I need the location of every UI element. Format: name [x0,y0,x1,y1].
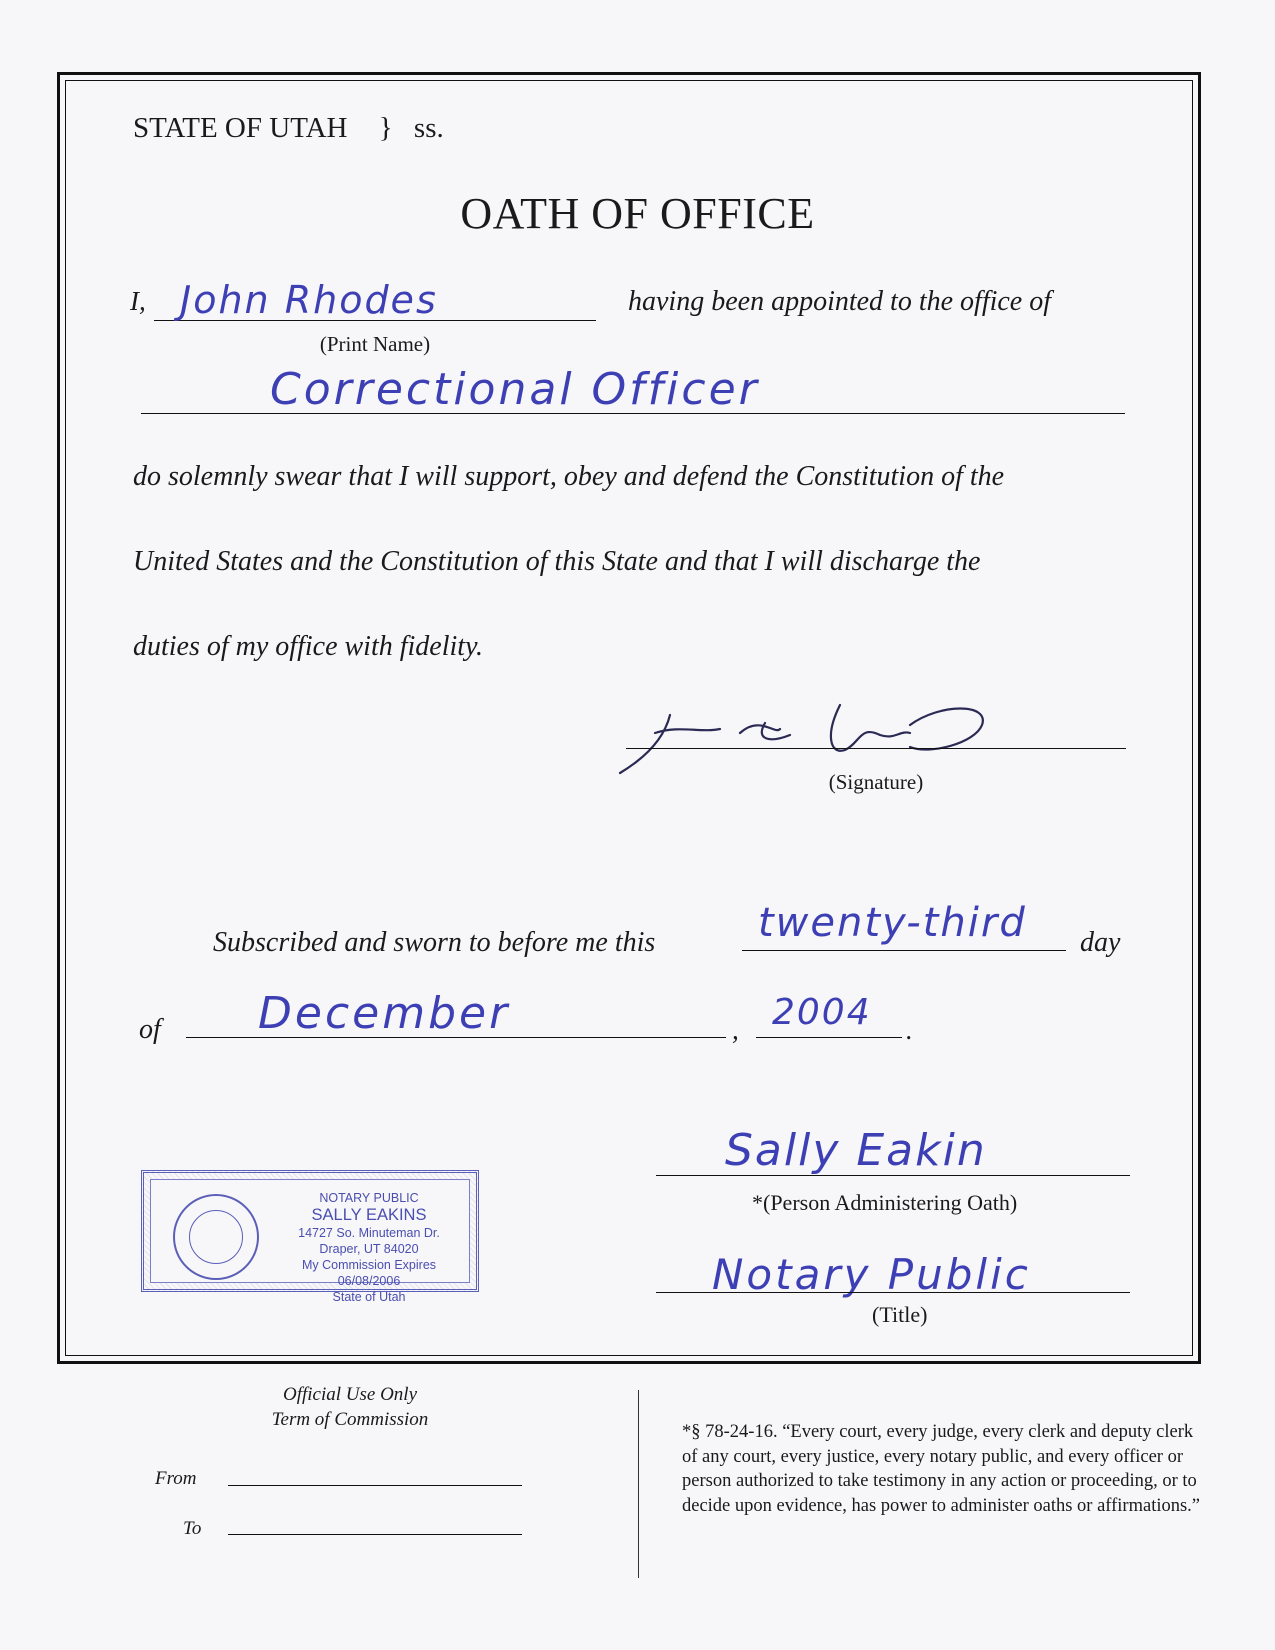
utah-seal-icon [173,1194,259,1280]
to-label: To [183,1518,202,1539]
signature-caption: (Signature) [828,770,924,794]
to-field [228,1534,522,1535]
notary-stamp [141,1170,479,1304]
from-field [228,1485,522,1486]
notary-signature-handwritten: Sally Eakin [725,1125,987,1176]
of-word: of [139,1014,161,1045]
signature-line [626,748,1126,749]
name-caption: (Print Name) [319,332,431,356]
oath-line-1: do solemnly swear that I will support, obey and defend the Constitution of the [133,461,1005,492]
name-handwritten: John Rhodes [180,278,438,322]
office-handwritten: Correctional Officer [270,364,760,415]
stamp-line-2: SALLY EAKINS [311,1206,427,1224]
day-handwritten: twenty-third [758,900,1027,946]
notary-title-handwritten: Notary Public [712,1250,1031,1299]
comma: , [732,1015,739,1045]
month-handwritten: December [258,988,511,1039]
official-use-subtitle: Term of Commission [271,1409,429,1430]
state-name: STATE OF UTAH [133,112,348,144]
from-label: From [155,1468,197,1489]
administering-line [656,1175,1130,1176]
document-title: OATH OF OFFICE [460,189,815,238]
statute-citation: *§ 78-24-16. “Every court, every judge, every clerk and deputy clerk of any court, every justice, every notary public, and every officer or person authorized to take testimony in any action or proceeding, or to decide upon evidence, has power to administer oaths or affirmations.” [682,1422,1201,1516]
stamp-line-5: My Commission Expires 06/08/2006 [301,1258,437,1288]
official-use-title: Official Use Only [282,1384,418,1405]
ss-label: ss. [413,112,444,144]
day-word: day [1080,927,1121,958]
year-handwritten: 2004 [772,992,872,1033]
oath-line-3: duties of my office with fidelity. [133,631,483,662]
stamp-line-1: NOTARY PUBLIC [319,1191,419,1205]
oath-line-2: United States and the Constitution of this State and that I will discharge the [133,546,981,577]
day-line [742,950,1066,951]
stamp-line-4: Draper, UT 84020 [319,1242,419,1256]
brace: } [378,112,393,144]
year-line [756,1037,902,1038]
state-venue [133,112,444,145]
stamp-line-6: State of Utah [332,1290,406,1304]
title-caption: (Title) [872,1302,928,1327]
appointed-text: having been appointed to the office of [628,286,1052,317]
subscribed-text: Subscribed and sworn to before me this [213,927,656,958]
stamp-line-3: 14727 So. Minuteman Dr. [298,1226,440,1240]
footer-divider [638,1390,639,1578]
period: . [906,1015,913,1045]
title-line [656,1292,1130,1293]
oath-prefix: I, [130,286,146,316]
administering-caption: *(Person Administering Oath) [752,1190,1018,1215]
